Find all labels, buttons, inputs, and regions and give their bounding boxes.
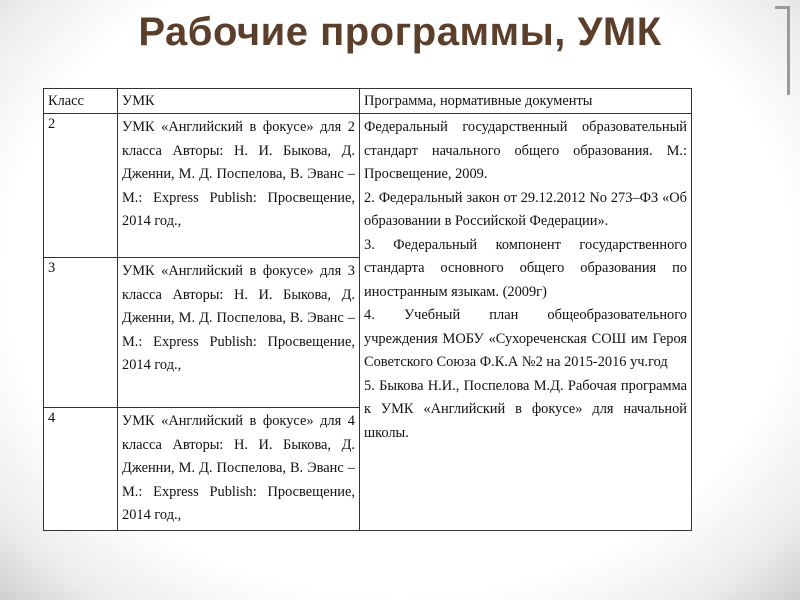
corner-decoration	[775, 6, 790, 95]
header-class: Класс	[44, 89, 118, 114]
umk-cell: УМК «Английский в фокусе» для 2 класса Авторы: Н. И. Быкова, Д. Дженни, М. Д. Поспелова, В. Эванс – М.: Express Publish: Просвещение, 2014 год.,	[118, 114, 360, 258]
page-title: Рабочие программы, УМК	[138, 10, 662, 54]
umk-cell: УМК «Английский в фокусе» для 3 класса Авторы: Н. И. Быкова, Д. Дженни, М. Д. Поспелова, В. Эванс – М.: Express Publish: Просвещение, 2014 год.,	[118, 258, 360, 408]
program-item: 4. Учебный план общеобразовательного учреждения МОБУ «Сухореченская СОШ им Героя Советского Союза Ф.К.А №2 на 2015-2016 уч.год	[364, 307, 687, 370]
table-header-row	[44, 89, 692, 114]
table-row	[44, 114, 692, 258]
umk-table	[43, 88, 692, 531]
program-item: 5. Быкова Н.И., Поспелова М.Д. Рабочая программа к УМК «Английский в фокусе» для начальной школы.	[364, 377, 687, 441]
program-item: 3. Федеральный компонент государственного стандарта основного общего образования по иностранным языкам. (2009г)	[364, 236, 687, 300]
program-item: Федеральный государственный образовательный стандарт начального общего образования. М.: Просвещение, 2009.	[364, 119, 687, 182]
class-cell: 4	[44, 408, 118, 531]
program-item: 2. Федеральный закон от 29.12.2012 No 273–ФЗ «Об образовании в Российской Федерации».	[364, 189, 687, 229]
class-cell: 2	[44, 114, 118, 258]
class-cell: 3	[44, 258, 118, 408]
program-cell	[360, 114, 692, 531]
umk-cell: УМК «Английский в фокусе» для 4 класса Авторы: Н. И. Быкова, Д. Дженни, М. Д. Поспелова, В. Эванс – М.: Express Publish: Просвещение, 2014 год.,	[118, 408, 360, 531]
header-umk: УМК	[118, 89, 360, 114]
header-program: Программа, нормативные документы	[360, 89, 692, 114]
